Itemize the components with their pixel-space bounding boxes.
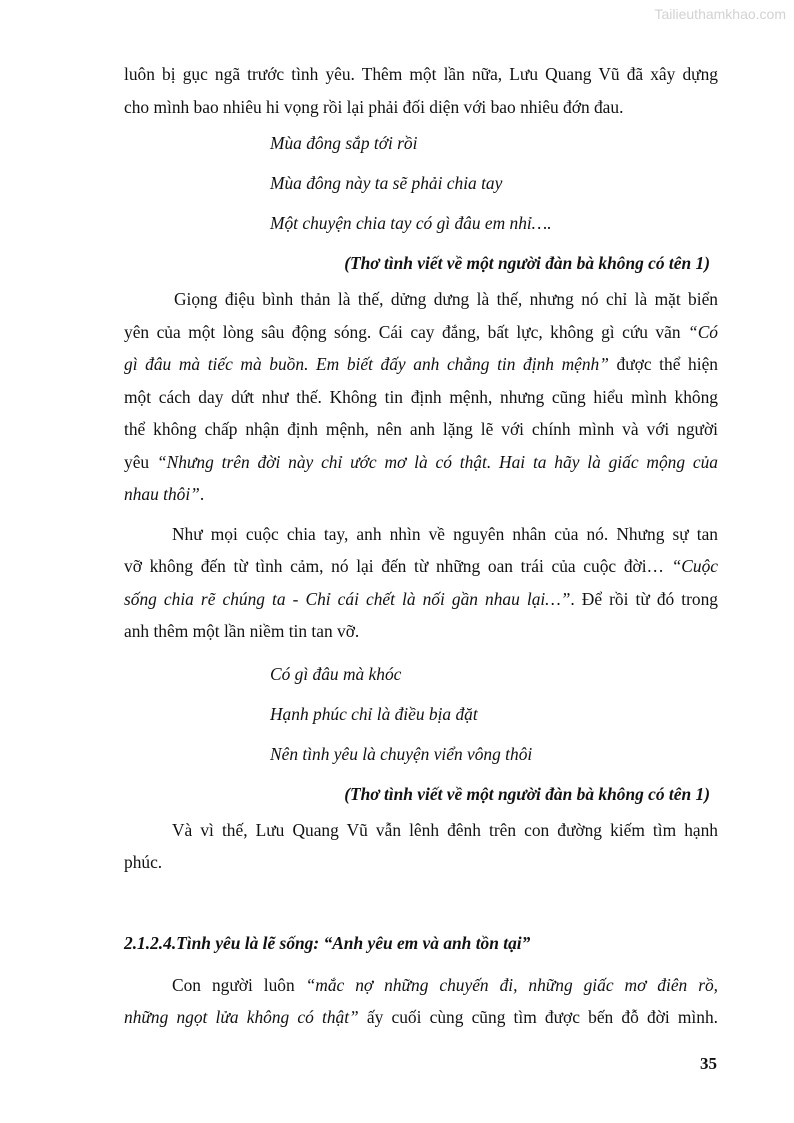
verse-block-1 [124, 123, 718, 243]
page-number: 35 [700, 1054, 717, 1073]
text-line: một cách day dứt như thế. Không tin định mệnh, nhưng cũng hiểu mình không [124, 386, 718, 407]
text-line: Giọng điệu bình thản là thế, dửng dưng là thế, nhưng nó chỉ là mặt biển [174, 289, 718, 309]
text-line: nhau thôi”. [124, 484, 205, 504]
text-line: yên của một lòng sâu động sóng. Cái cay đắng, bất lực, không gì cứu vãn “Có [124, 321, 718, 342]
text-line: thể không chấp nhận định mệnh, nên anh lặng lẽ với chính mình và với người [124, 419, 718, 439]
citation-2: (Thơ tình viết về một người đàn bà không có tên 1) [344, 783, 710, 804]
section-heading: 2.1.2.4.Tình yêu là lẽ sống: “Anh yêu em và anh tồn tại” [124, 932, 531, 953]
text-line: những ngọt lửa không có thật” ấy cuối cùng cũng tìm được bến đỗ đời mình. [124, 1007, 718, 1027]
verse-line: Mùa đông sắp tới rồi [270, 133, 418, 153]
text-line: phúc. [124, 852, 163, 872]
paragraph-1 [124, 58, 718, 123]
paragraph-3 [124, 518, 718, 648]
paragraph-5 [124, 969, 718, 1034]
watermark: Tailieuthamkhao.com [654, 6, 786, 22]
verse-block-2 [124, 654, 718, 774]
verse-line: Một chuyện chia tay có gì đâu em nhỉ…. [270, 213, 552, 233]
text-line: yêu “Nhưng trên đời này chỉ ước mơ là có thật. Hai ta hãy là giấc mộng của [124, 451, 718, 472]
text-line: luôn bị gục ngã trước tình yêu. Thêm một lần nữa, Lưu Quang Vũ đã xây dựng [124, 64, 718, 84]
citation-1: (Thơ tình viết về một người đàn bà không có tên 1) [344, 253, 710, 273]
text-line: anh thêm một lần niềm tin tan vỡ. [124, 621, 360, 641]
verse-line: Nên tình yêu là chuyện viển vông thôi [270, 743, 533, 764]
verse-line: Có gì đâu mà khóc [270, 663, 402, 684]
text-line: vỡ không đến từ tình cảm, nó lại đến từ những oan trái của cuộc đời… “Cuộc [124, 556, 718, 576]
verse-line: Mùa đông này ta sẽ phải chia tay [270, 173, 503, 193]
text-line: sống chia rẽ chúng ta - Chỉ cái chết là nối gần nhau lại…”. Để rồi từ đó trong [124, 588, 718, 609]
paragraph-4 [124, 814, 718, 879]
text-line: Con người luôn “mắc nợ những chuyến đi, những giấc mơ điên rồ, [172, 974, 719, 995]
verse-line: Hạnh phúc chỉ là điều bịa đặt [270, 703, 478, 724]
text-line: Như mọi cuộc chia tay, anh nhìn về nguyên nhân của nó. Nhưng sự tan [172, 523, 718, 544]
text-line: gì đâu mà tiếc mà buồn. Em biết đấy anh chẳng tin định mệnh” được thể hiện [124, 354, 718, 374]
document-page [124, 58, 718, 1034]
text-line: Và vì thế, Lưu Quang Vũ vẫn lênh đênh trên con đường kiếm tìm hạnh [172, 819, 718, 840]
text-line: cho mình bao nhiêu hi vọng rồi lại phải đối diện với bao nhiêu đớn đau. [124, 96, 624, 117]
paragraph-2 [74, 283, 718, 511]
